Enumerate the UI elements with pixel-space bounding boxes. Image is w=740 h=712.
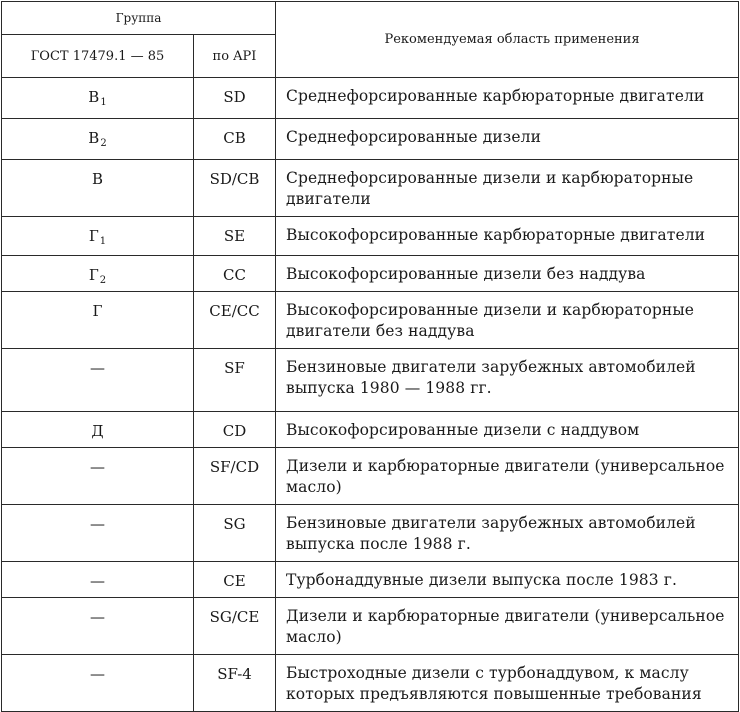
gost-group-letter: —	[90, 665, 105, 683]
gost-group-letter: —	[90, 458, 105, 476]
table-row	[2, 412, 739, 448]
gost-group-cell	[2, 598, 194, 655]
api-group-cell: SG	[194, 505, 276, 562]
gost-group-subscript: 2	[99, 275, 107, 286]
table-row	[2, 217, 739, 256]
application-cell: Турбонаддувные дизели выпуска после 1983 г.	[276, 562, 739, 598]
gost-group-cell	[2, 119, 194, 160]
header-gost: ГОСТ 17479.1 — 85	[2, 35, 194, 78]
gost-group-cell	[2, 256, 194, 292]
table-row	[2, 505, 739, 562]
table-row	[2, 448, 739, 505]
table-row	[2, 562, 739, 598]
api-group-cell: SD	[194, 78, 276, 119]
gost-group-cell	[2, 78, 194, 119]
oil-groups-table	[1, 1, 739, 712]
gost-group-cell	[2, 505, 194, 562]
api-group-cell: CE/CC	[194, 292, 276, 349]
gost-group-letter: Г	[88, 266, 99, 284]
gost-group-cell	[2, 655, 194, 712]
gost-group-letter: —	[90, 572, 105, 590]
gost-group-cell	[2, 217, 194, 256]
application-cell: Высокофорсированные карбюраторные двигатели	[276, 217, 739, 256]
gost-group-subscript: 1	[99, 236, 107, 247]
api-group-cell: SF	[194, 349, 276, 412]
application-cell: Быстроходные дизели с турбонаддувом, к маслу которых предъявляются повышенные требования	[276, 655, 739, 712]
api-group-cell: CC	[194, 256, 276, 292]
api-group-cell: SE	[194, 217, 276, 256]
gost-group-letter: В	[88, 129, 100, 147]
gost-group-subscript: 2	[100, 138, 107, 149]
table-row	[2, 655, 739, 712]
gost-group-letter: —	[90, 515, 105, 533]
table-row	[2, 78, 739, 119]
gost-group-cell	[2, 562, 194, 598]
gost-group-cell	[2, 160, 194, 217]
gost-group-letter: Г	[92, 302, 103, 320]
application-cell: Среднефорсированные карбюраторные двигатели	[276, 78, 739, 119]
gost-group-letter: Д	[91, 422, 104, 440]
api-group-cell: SD/CB	[194, 160, 276, 217]
table-row	[2, 292, 739, 349]
application-cell: Высокофорсированные дизели с наддувом	[276, 412, 739, 448]
application-cell: Высокофорсированные дизели и карбюраторные двигатели без наддува	[276, 292, 739, 349]
application-cell: Высокофорсированные дизели без наддува	[276, 256, 739, 292]
application-cell: Среднефорсированные дизели и карбюраторные двигатели	[276, 160, 739, 217]
api-group-cell: SF/CD	[194, 448, 276, 505]
table-row	[2, 256, 739, 292]
gost-group-cell	[2, 412, 194, 448]
application-cell: Среднефорсированные дизели	[276, 119, 739, 160]
gost-group-letter: —	[90, 608, 105, 626]
application-cell: Дизели и карбюраторные двигатели (универсальное масло)	[276, 448, 739, 505]
gost-group-cell	[2, 349, 194, 412]
api-group-cell: CD	[194, 412, 276, 448]
gost-group-subscript: 1	[100, 97, 107, 108]
header-application: Рекомендуемая область применения	[276, 2, 739, 78]
gost-group-cell	[2, 448, 194, 505]
api-group-cell: SF-4	[194, 655, 276, 712]
application-cell: Бензиновые двигатели зарубежных автомобилей выпуска 1980 — 1988 гг.	[276, 349, 739, 412]
table-row	[2, 160, 739, 217]
api-group-cell: CE	[194, 562, 276, 598]
gost-group-cell	[2, 292, 194, 349]
gost-group-letter: В	[88, 88, 100, 106]
api-group-cell: CB	[194, 119, 276, 160]
gost-group-letter: В	[91, 170, 104, 188]
api-group-cell: SG/CE	[194, 598, 276, 655]
gost-group-letter: Г	[88, 227, 99, 245]
table-row	[2, 598, 739, 655]
table-row	[2, 349, 739, 412]
table-row	[2, 119, 739, 160]
gost-group-letter: —	[90, 359, 105, 377]
application-cell: Дизели и карбюраторные двигатели (универсальное масло)	[276, 598, 739, 655]
application-cell: Бензиновые двигатели зарубежных автомобилей выпуска после 1988 г.	[276, 505, 739, 562]
header-group: Группа	[2, 2, 276, 35]
header-api: по API	[194, 35, 276, 78]
